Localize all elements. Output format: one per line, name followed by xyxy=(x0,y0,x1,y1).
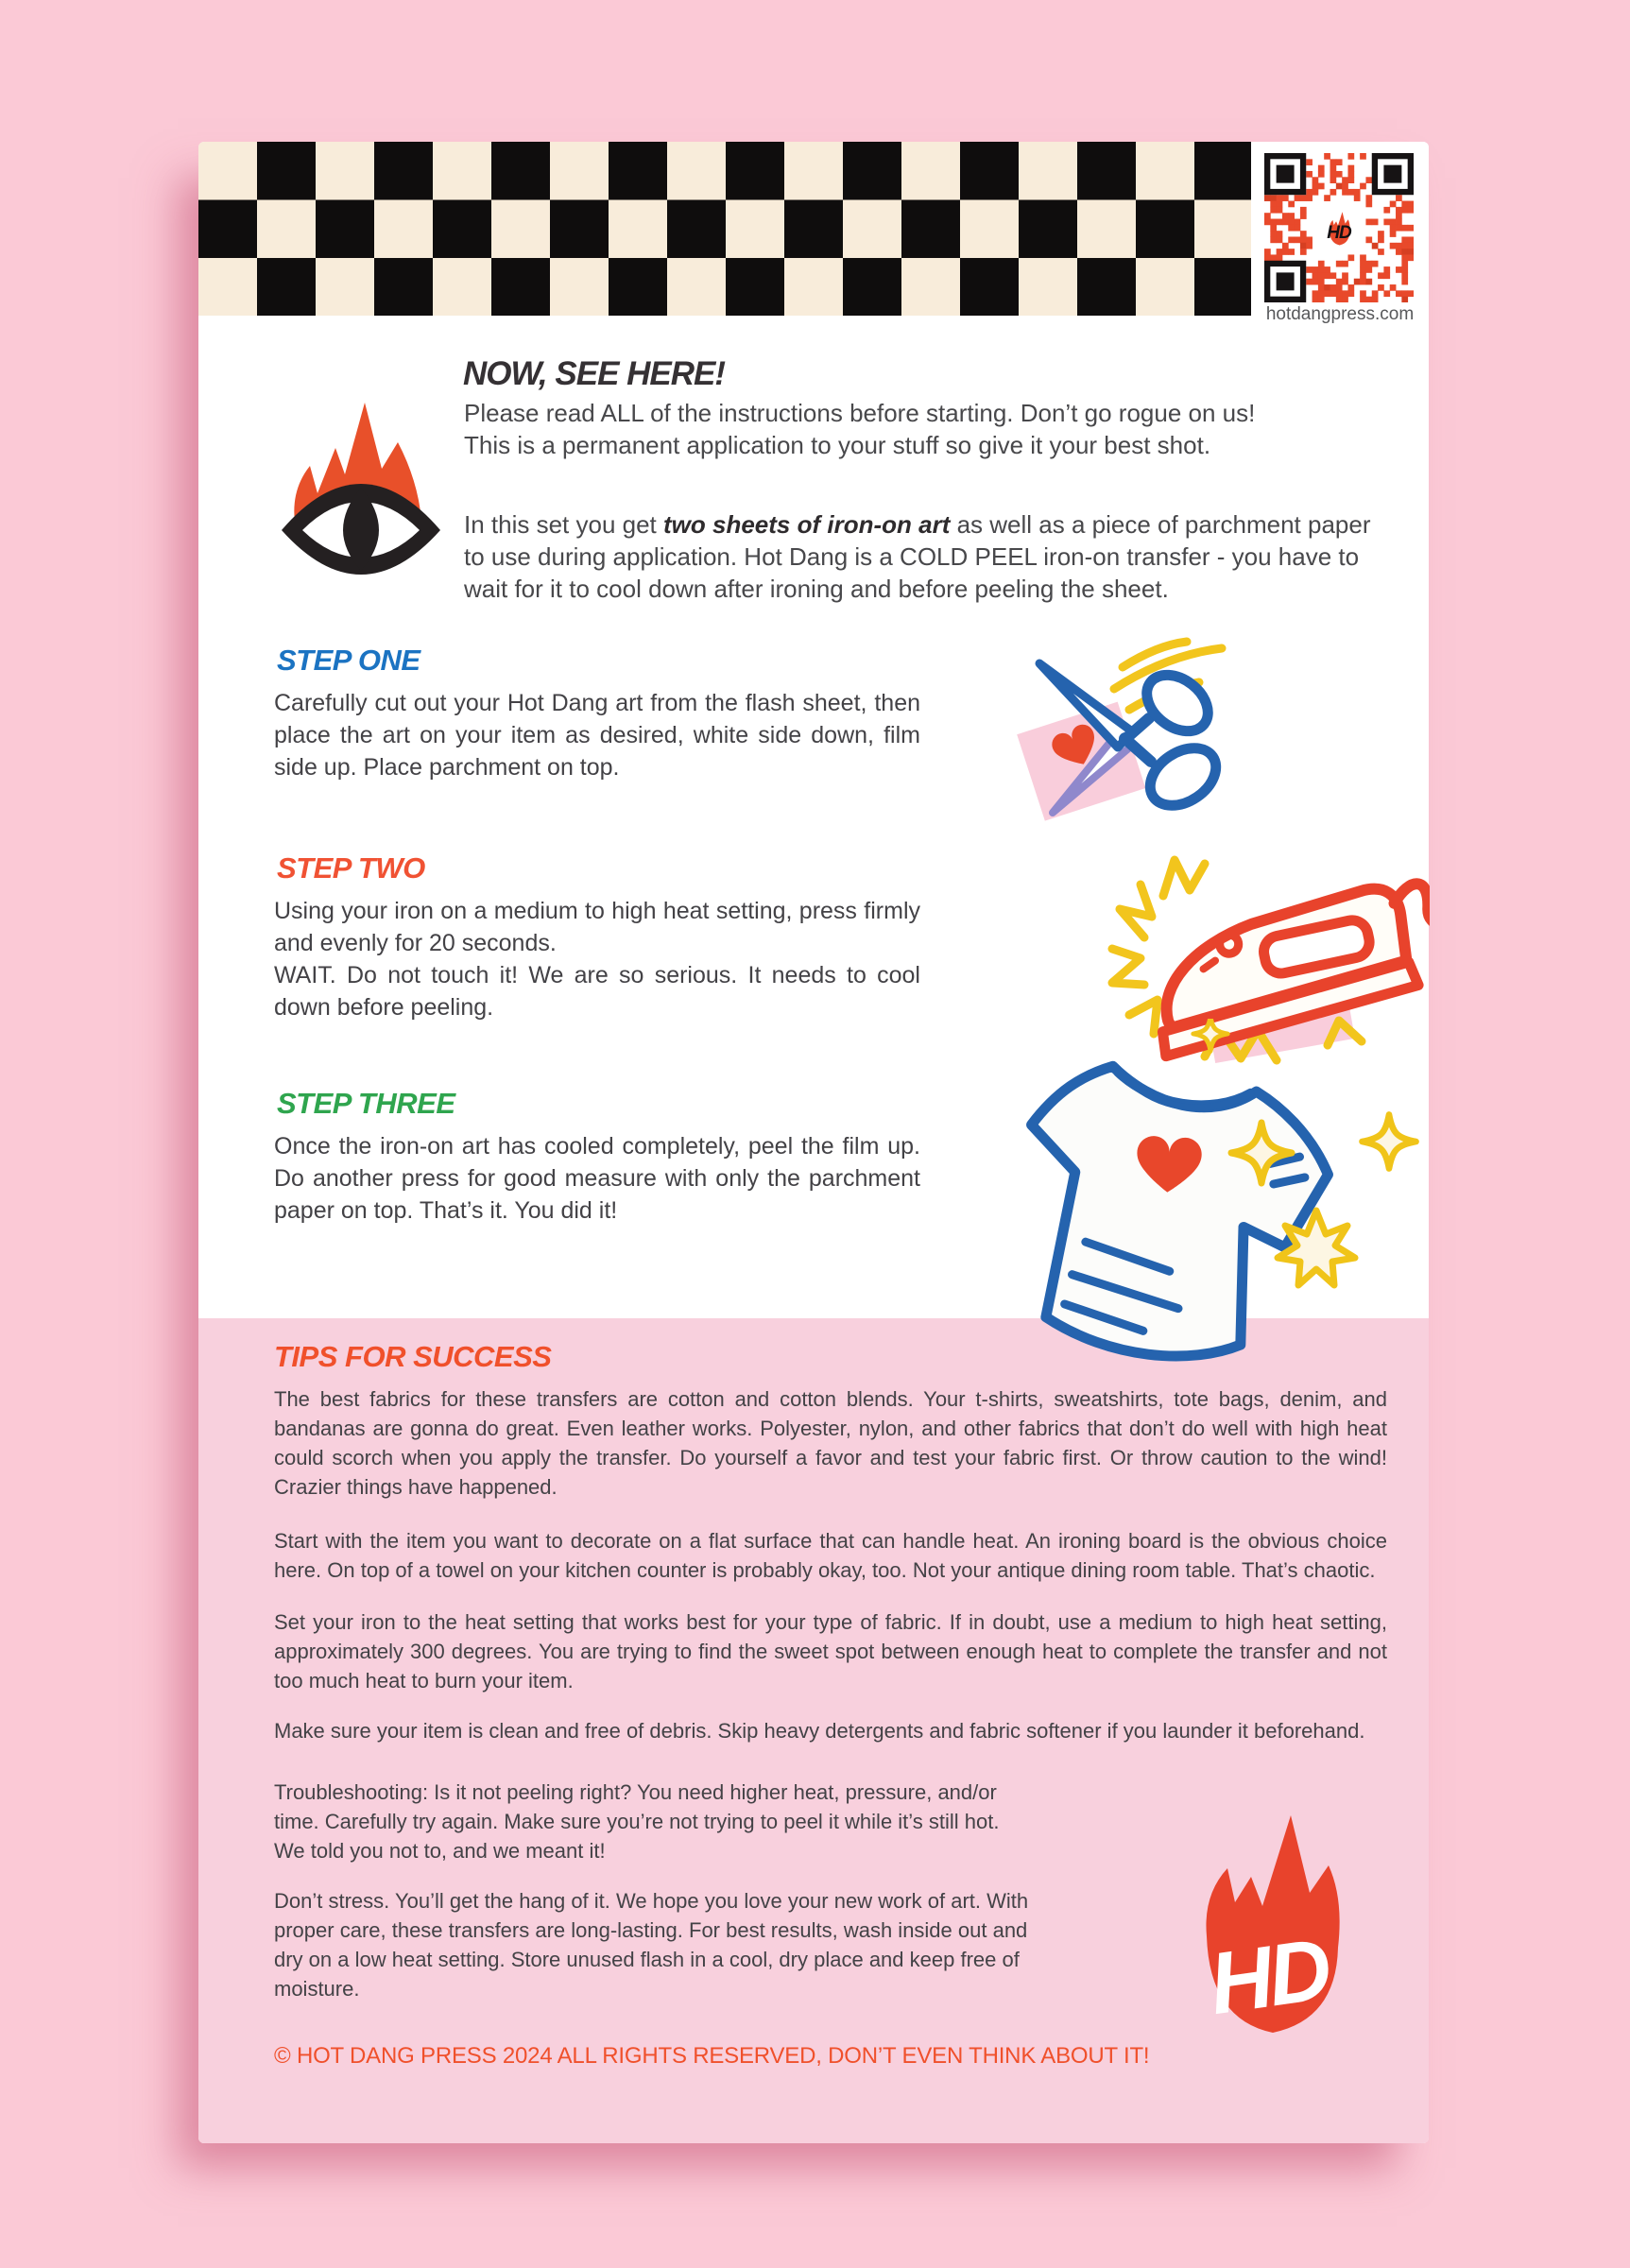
tips-heading: TIPS FOR SUCCESS xyxy=(274,1340,552,1373)
tips-paragraph-1: The best fabrics for these transfers are cotton and cotton blends. Your t-shirts, sweatshirts, tote bags, denim, and bandanas are gonna do great. Even leather works. Polyester, nylon, and other fabrics that don’t do well with high heat could scorch when you apply the transfer. Do yourself a favor and test your fabric first. Or throw caution to the wind! Crazier things have happened. xyxy=(274,1387,1387,1499)
step-two-line2: WAIT. Do not touch it! We are so serious. It needs to cool down before peeling. xyxy=(274,962,920,1021)
qr-code xyxy=(1264,153,1414,302)
copyright-line: © HOT DANG PRESS 2024 ALL RIGHTS RESERVED, DON’T EVEN THINK ABOUT IT! xyxy=(274,2043,1150,2069)
tips-paragraph-4: Make sure your item is clean and free of debris. Skip heavy detergents and fabric softener if you launder it beforehand. xyxy=(274,1719,1365,1743)
step-two-heading: STEP TWO xyxy=(277,851,425,885)
flame-eye-icon xyxy=(266,378,455,581)
tshirt-illustration xyxy=(952,1019,1420,1383)
qr-center-logo xyxy=(1316,205,1362,250)
intro-p1-line2: This is a permanent application to your stuff so give it your best shot. xyxy=(464,431,1211,459)
tips-paragraph-3: Set your iron to the heat setting that works best for your type of fabric. If in doubt, use a medium to high heat setting, approximately 300 degrees. You are trying to find the sweet spot between enough heat to complete the transfer and not too much heat to burn your item. xyxy=(274,1610,1387,1692)
intro-paragraph-2 xyxy=(464,508,1395,605)
intro-p2-before: In this set you get xyxy=(464,510,664,539)
hd-monogram: HD xyxy=(1203,1920,1334,2034)
step-one-heading: STEP ONE xyxy=(277,644,420,677)
qr-logo-monogram: HD xyxy=(1327,223,1351,243)
step-two-line1: Using your iron on a medium to high heat setting, press firmly and evenly for 20 seconds. xyxy=(274,898,920,956)
step-two-body xyxy=(274,895,920,1023)
step-three-heading: STEP THREE xyxy=(277,1087,455,1120)
instruction-card xyxy=(198,142,1429,2143)
intro-p2-after: as well as a piece of parchment paper to use during application. Hot Dang is a COLD PEEL iron-on transfer - you have to wait for it to cool down after ironing and before peeling the sheet. xyxy=(464,510,1371,603)
tips-paragraph-2: Start with the item you want to decorate on a flat surface that can handle heat. An ironing board is the obvious choice here. On top of a towel on your kitchen counter is probably okay, too. Not your antique dining room table. That’s chaotic. xyxy=(274,1529,1387,1582)
step-one-body: Carefully cut out your Hot Dang art from the flash sheet, then place the art on your item as desired, white side down, film side up. Place parchment on top. xyxy=(274,690,920,781)
website-label: hotdangpress.com xyxy=(1265,304,1415,324)
qr-zone xyxy=(1251,142,1429,340)
tips-paragraph-6: Don’t stress. You’ll get the hang of it. We hope you love your new work of art. With proper care, these transfers are long-lasting. For best results, wash inside out and dry on a low heat setting. Store unused flash in a cool, dry place and keep free of moisture. xyxy=(274,1889,1029,2001)
hd-flame-logo xyxy=(1178,1783,1360,2054)
intro-p2-bold: two sheets of iron-on art xyxy=(663,510,951,539)
tips-paragraph-5: Troubleshooting: Is it not peeling right? You need higher heat, pressure, and/or time. Carefully try again. Make sure you’re not trying to peel it while it’s still hot. We told you not to, and we meant it! xyxy=(274,1780,1000,1863)
intro-paragraph-1 xyxy=(464,397,1255,461)
step-three-body: Once the iron-on art has cooled completely, peel the film up. Do another press for good measure with only the parchment paper on top. That’s it. You did it! xyxy=(274,1133,920,1224)
checkerboard-banner xyxy=(198,142,1251,316)
intro-heading: NOW, SEE HERE! xyxy=(463,355,726,392)
intro-p1-line1: Please read ALL of the instructions before starting. Don’t go rogue on us! xyxy=(464,399,1256,427)
scissors-illustration xyxy=(981,624,1255,839)
